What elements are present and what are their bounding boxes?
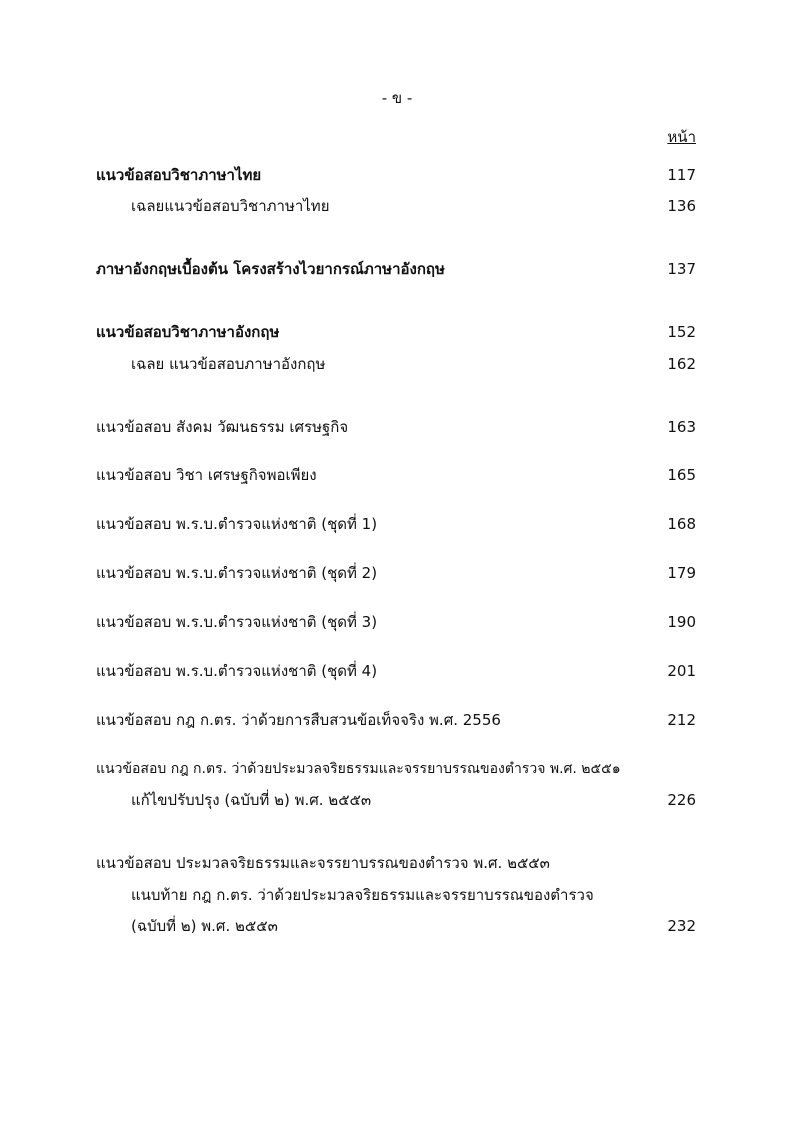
toc-entry	[131, 352, 696, 376]
toc-entry-title: แนวข้อสอบ ประมวลจริยธรรมและจรรยาบรรณของตำรวจ พ.ศ. ๒๕๕๓	[96, 854, 550, 872]
toc-entry-page: 179	[667, 564, 696, 582]
toc-entry-page: 163	[667, 418, 696, 436]
toc-entry-title: แนวข้อสอบ วิชา เศรษฐกิจพอเพียง	[96, 466, 317, 484]
toc-entry-page: 168	[667, 515, 696, 533]
toc-entry-title: แนวข้อสอบวิชาภาษาไทย	[96, 166, 262, 184]
toc-entry-title: เฉลยแนวข้อสอบวิชาภาษาไทย	[131, 197, 330, 215]
toc-entry-page: 190	[667, 613, 696, 631]
toc-entry-title: เฉลย แนวข้อสอบภาษาอังกฤษ	[131, 355, 326, 373]
toc-entry-title: (ฉบับที่ ๒) พ.ศ. ๒๕๕๓	[131, 917, 278, 935]
toc-entry-title: แนวข้อสอบ พ.ร.บ.ตำรวจแห่งชาติ (ชุดที่ 4)	[96, 662, 378, 680]
toc-entry	[96, 463, 696, 487]
toc-entry	[96, 659, 696, 683]
toc-entry-page: 232	[667, 917, 696, 935]
page-column-header: หน้า	[667, 128, 696, 146]
toc-entry-page: 226	[667, 791, 696, 809]
toc-entry	[96, 415, 696, 439]
toc-entry-page: 136	[667, 197, 696, 215]
toc-entry-title: แนวข้อสอบ พ.ร.บ.ตำรวจแห่งชาติ (ชุดที่ 1)	[96, 515, 378, 533]
toc-entry	[96, 851, 696, 875]
toc-entry	[96, 257, 696, 281]
toc-entry-page: 212	[667, 711, 696, 729]
toc-entry-title: แนวข้อสอบวิชาภาษาอังกฤษ	[96, 323, 280, 341]
toc-entry-title: ภาษาอังกฤษเบื้องต้น โครงสร้างไวยากรณ์ภาษาอังกฤษ	[96, 260, 445, 278]
toc-entry-page: 117	[667, 166, 696, 184]
toc-entry-title: แนวข้อสอบ พ.ร.บ.ตำรวจแห่งชาติ (ชุดที่ 2)	[96, 564, 378, 582]
toc-entry-title: แนวข้อสอบ สังคม วัฒนธรรม เศรษฐกิจ	[96, 418, 349, 436]
toc-entry	[131, 194, 696, 218]
toc-entry-page: 137	[667, 260, 696, 278]
toc-entry-page: 165	[667, 466, 696, 484]
page-number: - ข -	[381, 89, 413, 107]
toc-entry	[131, 883, 696, 907]
toc-entry-title: แนวข้อสอบ พ.ร.บ.ตำรวจแห่งชาติ (ชุดที่ 3)	[96, 613, 378, 631]
toc-entry-title: แนบท้าย กฎ ก.ตร. ว่าด้วยประมวลจริยธรรมและจรรยาบรรณของตำรวจ	[131, 886, 594, 904]
toc-entry	[96, 757, 696, 781]
toc-entry	[96, 320, 696, 344]
toc-entry-title: แก้ไขปรับปรุง (ฉบับที่ ๒) พ.ศ. ๒๕๕๓	[131, 791, 372, 809]
toc-entry	[96, 561, 696, 585]
toc-entry-page: 152	[667, 323, 696, 341]
toc-entry	[96, 708, 696, 732]
toc-entry	[96, 512, 696, 536]
toc-entry-page: 201	[667, 662, 696, 680]
toc-entry	[131, 914, 696, 938]
toc-entry	[96, 610, 696, 634]
toc-entry	[96, 163, 696, 187]
toc-entry-title: แนวข้อสอบ กฎ ก.ตร. ว่าด้วยประมวลจริยธรรมและจรรยาบรรณของตำรวจ พ.ศ. ๒๕๕๑	[96, 761, 621, 777]
toc-entry	[131, 788, 696, 812]
toc-entry-page: 162	[667, 355, 696, 373]
toc-entry-title: แนวข้อสอบ กฎ ก.ตร. ว่าด้วยการสืบสวนข้อเท็จจริง พ.ศ. 2556	[96, 711, 501, 729]
